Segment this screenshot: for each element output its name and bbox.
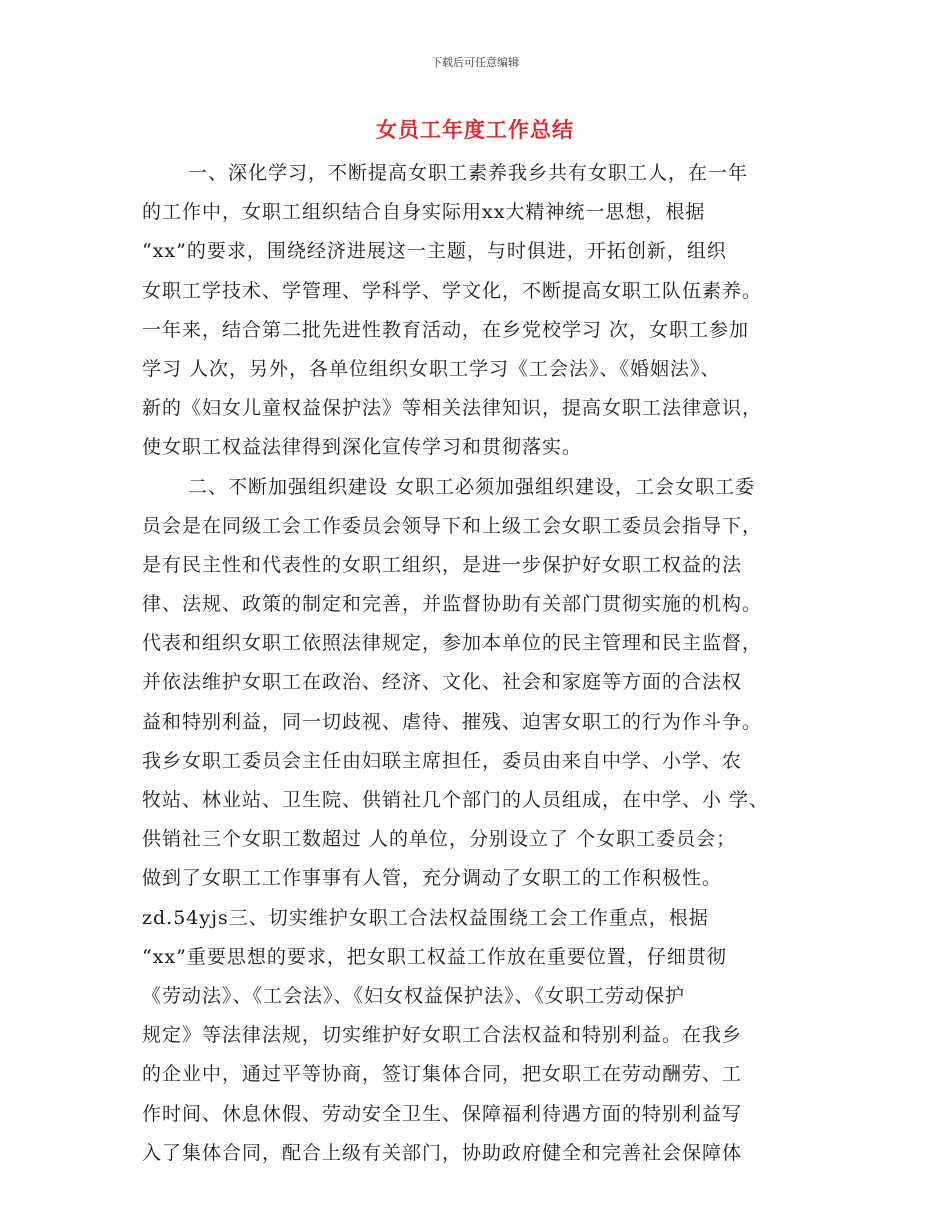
text-line: 代表和组织女职工依照法律规定，参加本单位的民主管理和民主监督， [142,632,763,655]
text-line: zd.54yjs三、切实维护女职工合法权益围绕工会工作重点，根据 [142,906,709,929]
text-line: 员会是在同级工会工作委员会领导下和上级工会女职工委员会指导下， [142,514,763,537]
text-line: 做到了女职工工作事事有人管，充分调动了女职工的工作积极性。 [142,867,723,890]
text-line: 并依法维护女职工在政治、经济、文化、社会和家庭等方面的合法权 [142,671,743,694]
text-line: 的企业中，通过平等协商，签订集体合同，把女职工在劳动酬劳、工 [142,1063,743,1086]
text-line: 女职工学技术、学管理、学科学、学文化，不断提高女职工队伍素养。 [142,279,763,302]
text-line: 学习 人次，另外，各单位组织女职工学习《工会法》、《婚姻法》、 [142,357,721,380]
text-line: 规定》等法律法规，切实维护好女职工合法权益和特别利益。在我乡 [142,1024,743,1047]
text-line: 律、法规、政策的制定和完善，并监督协助有关部门贯彻实施的机构。 [142,593,763,616]
text-line: “xx”的要求，围绕经济进展这一主题，与时俱进，开拓创新，组织 [142,240,727,263]
text-line: 入了集体合同，配合上级有关部门，协助政府健全和完善社会保障体 [142,1141,743,1164]
text-line: 新的《妇女儿童权益保护法》等相关法律知识，提高女职工法律意识， [142,397,763,420]
text-line: 的工作中，女职工组织结合自身实际用xx大精神统一思想，根据 [142,201,706,224]
text-line: 二、不断加强组织建设 女职工必须加强组织建设，工会女职工委 [188,475,756,498]
text-line: 是有民主性和代表性的女职工组织，是进一步保护好女职工权益的法 [142,553,743,576]
text-line: 牧站、林业站、卫生院、供销社几个部门的人员组成，在中学、小 学、 [142,789,770,811]
text-line: “xx”重要思想的要求，把女职工权益工作放在重要位置，仔细贯彻 [142,945,727,968]
text-line: 我乡女职工委员会主任由妇联主席担任，委员由来自中学、小学、农 [142,749,743,772]
document-body [142,154,822,1173]
text-line: 《劳动法》、《工会法》、《妇女权益保护法》、《女职工劳动保护 [142,984,686,1007]
page-header-note: 下载后可任意编辑 [431,56,519,69]
text-line: 一年来，结合第二批先进性教育活动，在乡党校学习 次，女职工参加 [142,318,750,341]
text-line: 作时间、休息休假、劳动安全卫生、保障福利待遇方面的特别利益写 [142,1102,743,1125]
document-title: 女员工年度工作总结 [376,118,574,142]
text-line: 一、深化学习，不断提高女职工素养我乡共有女职工人，在一年 [188,162,749,184]
text-line: 使女职工权益法律得到深化宣传学习和贯彻落实。 [142,436,583,459]
text-line: 供销社三个女职工数超过 人的单位，分别设立了 个女职工委员会； [142,828,737,851]
text-line: 益和特别利益，同一切歧视、虐待、摧残、迫害女职工的行为作斗争。 [142,710,763,733]
